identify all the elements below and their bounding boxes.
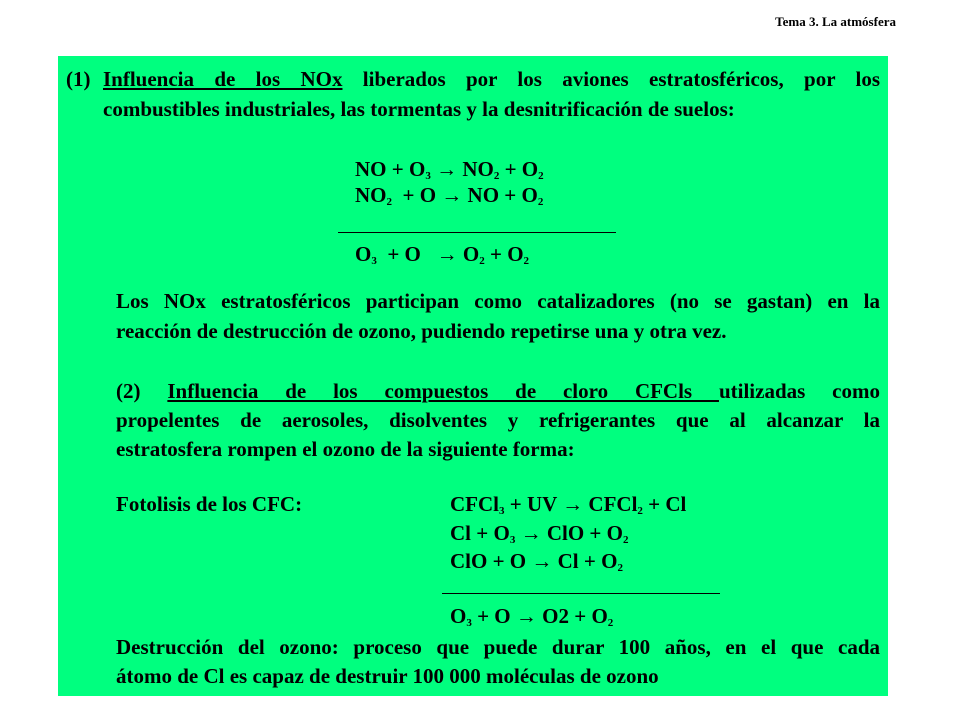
nox-equation-net: $O_3 + O \to O_2 + O_2$ xyxy=(355,242,530,267)
section1-title-rest: liberados por los aviones estratosféricos, por los xyxy=(342,67,880,91)
section1-title-underlined: Influencia de los NOx xyxy=(103,67,343,91)
section2-number: (2) xyxy=(116,379,141,403)
cfc-equation-1: CFCl$_3$ + UV → CFCl$_2$ + Cl xyxy=(450,492,687,517)
nox-sum-rule xyxy=(338,232,616,233)
section1-number: (1) xyxy=(66,67,91,91)
content-panel xyxy=(58,56,888,696)
nox-paragraph-line1: Los NOx estratosféricos participan como catalizadores (no se gastan) en la xyxy=(116,289,880,313)
cfc-equation-3: ClO + $O \to Cl + O_2$ xyxy=(450,549,623,574)
section1-title-line2: combustibles industriales, las tormentas y la desnitrificación de suelos: xyxy=(103,97,735,121)
section2-title-line1 xyxy=(116,376,880,406)
cfc-equation-2: $Cl + O_3$ → ClO + $O_2$ xyxy=(450,521,629,546)
final-line2: átomo de Cl es capaz de destruir 100 000 moléculas de ozono xyxy=(116,664,659,688)
section1-title-line1 xyxy=(103,64,880,94)
nox-equation-1: NO + $O_3 \to NO_2 + O_2$ xyxy=(355,157,544,182)
cfc-sum-rule xyxy=(442,593,720,594)
section2-title-underlined: Influencia de los compuestos de cloro CFCls xyxy=(167,379,719,403)
section2-line3: estratosfera rompen el ozono de la siguiente forma: xyxy=(116,437,575,461)
photolysis-label: Fotolisis de los CFC: xyxy=(116,492,303,516)
section2-title-rest: utilizadas como xyxy=(718,379,880,403)
header-title: Tema 3. La atmósfera xyxy=(775,14,896,29)
cfc-equation-net: $O_3 + O \to O2 + O_2$ xyxy=(450,604,614,629)
section2-line2: propelentes de aerosoles, disolventes y refrigerantes que al alcanzar la xyxy=(116,408,880,432)
final-line1: Destrucción del ozono: proceso que puede durar 100 años, en el que cada xyxy=(116,635,880,659)
nox-paragraph-line2: reacción de destrucción de ozono, pudiendo repetirse una y otra vez. xyxy=(116,319,727,343)
nox-equation-2: $NO_2 + O$ → NO + $O_2$ xyxy=(355,183,544,208)
